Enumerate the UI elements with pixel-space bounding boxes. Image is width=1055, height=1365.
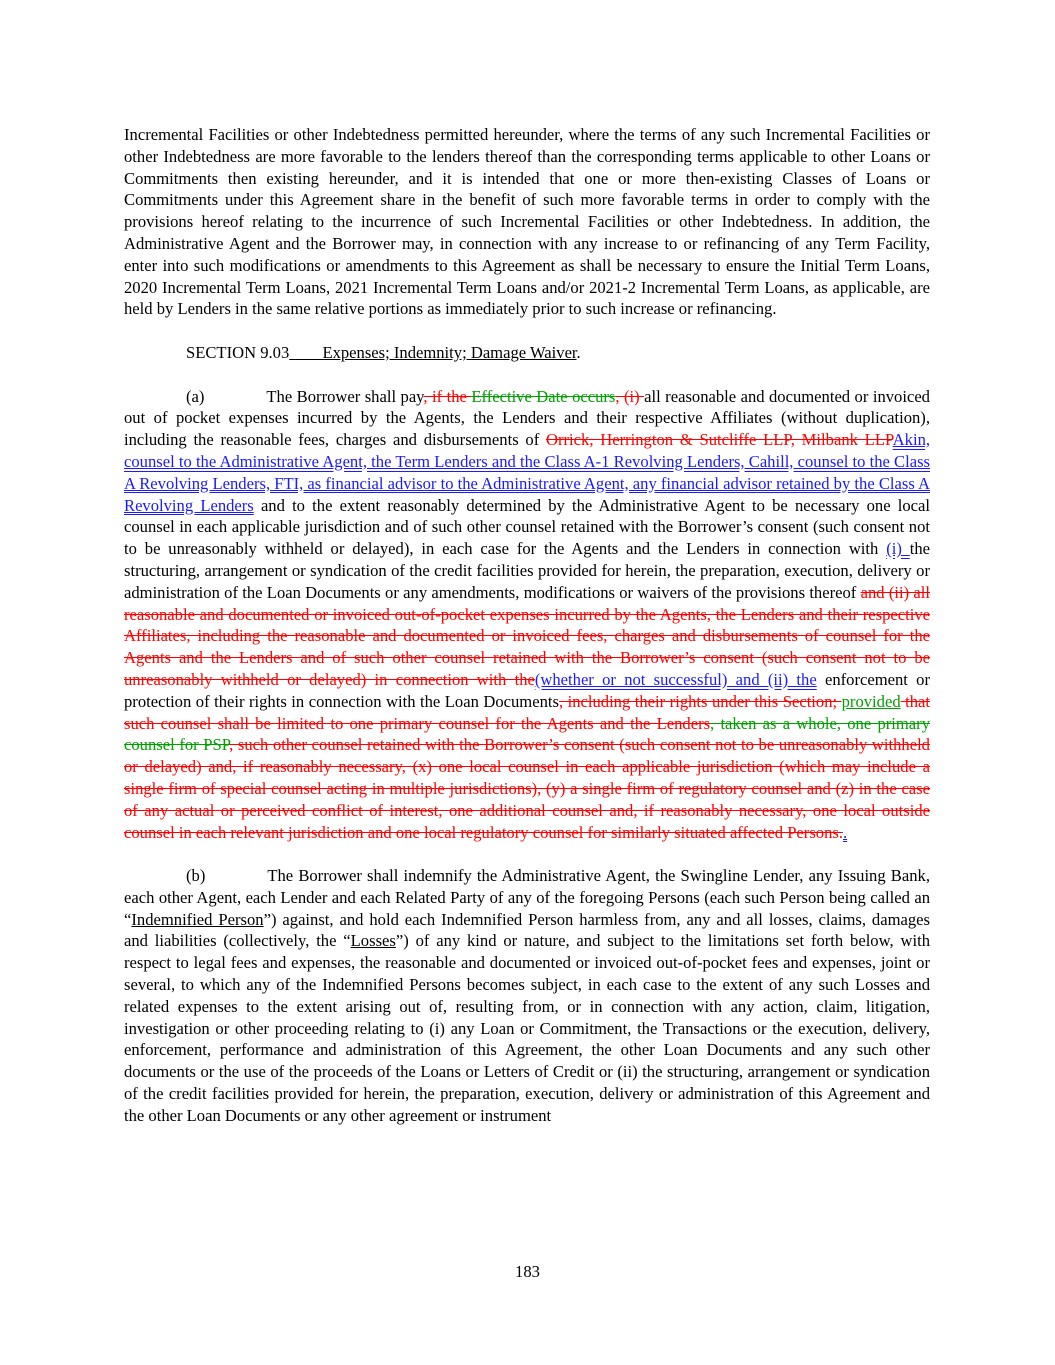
insertion: . bbox=[842, 822, 848, 842]
deletion: , if the bbox=[423, 386, 472, 406]
deletion: , taken as a whole, one primary counsel for PSP bbox=[124, 713, 930, 755]
defined-term: Losses bbox=[350, 931, 396, 951]
deletion: Orrick, Herrington & Sutcliffe LLP, Milbank LLP bbox=[546, 430, 893, 450]
deletion: and (ii) all reasonable and documented or invoiced out-of-pocket expenses incurred by the Agents, the Lenders and their respective Affiliates, including the reasonable and documented or invoiced fees, charges and disbursements of counsel for the Agents and the Lenders and of such other counsel retained with the Borrower’s consent (such consent not to be unreasonably withheld or delayed) in connection with the bbox=[124, 582, 930, 689]
insertion: (whether or not successful) and (ii) the bbox=[534, 669, 817, 689]
paragraph-b: (b) The Borrower shall indemnify the Administrative Agent, the Swingline Lender, any Issuing Bank, each other Agent, each Lender and each Related Party of any of the foregoing Persons (each such Person being called an “Indemnified Person”) against, and hold each Indemnified Person harmless from, any and all losses, claims, damages and liabilities (collectively, the “Losses”) of any kind or nature, and subject to the limitations set forth below, with respect to legal fees and expenses, the reasonable and documented or invoiced out-of-pocket fees and expenses, joint or several, to which any of the Indemnified Persons becomes subject, in each case to the extent of any such Losses and related expenses to the extent arising out of, resulting from, or in connection with any action, claim, litigation, investigation or other proceeding relating to (i) any Loan or Commitment, the Transactions or the execution, delivery, enforcement, performance and administration of this Agreement, the other Loan Documents and any such other documents or the use of the proceeds of the Loans or Letters of Credit or (ii) the structuring, arrangement or syndication of the credit facilities provided for herein, the preparation, execution, delivery or administration of this Agreement and the other Loan Documents or any other agreement or instrument bbox=[124, 866, 930, 1125]
section-number: SECTION 9.03 bbox=[186, 342, 290, 362]
document-page bbox=[124, 124, 930, 1127]
insertion: provided bbox=[841, 691, 901, 711]
insertion: Akin, counsel to the Administrative Agent, the Term Lenders and the Class A-1 Revolving Lenders, Cahill, counsel to the Class A Revolving Lenders, FTI, as financial advisor to the Administrative Agent, any financial advisor retained by the Class A Revolving Lenders bbox=[124, 430, 931, 515]
paragraph-a-label: (a) bbox=[186, 386, 205, 406]
deletion: that such counsel shall be limited to one primary counsel for the Agents and the Lenders bbox=[124, 691, 931, 733]
defined-term: Indemnified Person bbox=[131, 909, 264, 929]
section-heading: SECTION 9.03 Expenses; Indemnity; Damage Waiver. bbox=[186, 342, 581, 362]
page-number: 183 bbox=[515, 1262, 540, 1281]
section-tab bbox=[289, 343, 322, 362]
paragraph-b-label: (b) bbox=[186, 866, 206, 886]
paragraph-continuation: Incremental Facilities or other Indebtedness permitted hereunder, where the terms of any such Incremental Facilities or other Indebtedness are more favorable to the lenders thereof than the corresponding terms applicable to other Loans or Commitments then existing hereunder, and it is intended that one or more then-existing Classes of Loans or Commitments under this Agreement share in the benefit of such more favorable terms in order to comply with the provisions hereof relating to the incurrence of such Incremental Facilities or other Indebtedness. In addition, the Administrative Agent and the Borrower may, in connection with any increase to or refinancing of any Term Facility, enter into such modifications or amendments to this Agreement as shall be necessary to ensure the Initial Term Loans, 2020 Incremental Term Loans, 2021 Incremental Term Loans and/or 2021-2 Incremental Term Loans, as applicable, are held by Lenders in the same relative portions as immediately prior to such increase or refinancing. bbox=[124, 125, 930, 319]
section-title: Expenses; Indemnity; Damage Waiver bbox=[322, 342, 577, 362]
deletion: Effective Date occurs bbox=[471, 386, 616, 406]
paragraph-a: (a) The Borrower shall pay, if the Effective Date occurs, (i) all reasonable and documented or invoiced out of pocket expenses incurred by the Agents, the Lenders and their respective Affiliates (without duplication), including the reasonable fees, charges and disbursements of Orrick, Herrington & Sutcliffe LLP, Milbank LLPAkin, counsel to the Administrative Agent, the Term Lenders and the Class A-1 Revolving Lenders, Cahill, counsel to the Class A Revolving Lenders, FTI, as financial advisor to the Administrative Agent, any financial advisor retained by the Class A Revolving Lenders and to the extent reasonably determined by the Administrative Agent to be necessary one local counsel in each applicable jurisdiction and of such other counsel retained with the Borrower’s consent (such consent not to be unreasonably withheld or delayed), in each case for the Agents and the Lenders in connection with (i) the structuring, arrangement or syndication of the credit facilities provided for herein, the preparation, execution, delivery or administration of the Loan Documents or any amendments, modifications or waivers of the provisions thereof and (ii) all reasonable and documented or invoiced out-of-pocket expenses incurred by the Agents, the Lenders and their respective Affiliates, including the reasonable and documented or invoiced fees, charges and disbursements of counsel for the Agents and the Lenders and of such other counsel retained with the Borrower’s consent (such consent not to be unreasonably withheld or delayed) in connection with the(whether or not successful) and (ii) the enforcement or protection of their rights in connection with the Loan Documents, including their rights under this Section; provided that such counsel shall be limited to one primary counsel for the Agents and the Lenders, taken as a whole, one primary counsel for PSP, such other counsel retained with the Borrower’s consent (such consent not to be unreasonably withheld or delayed) and, if reasonably necessary, (x) one local counsel in each applicable jurisdiction (which may include a single firm of special counsel acting in multiple jurisdictions), (y) a single firm of regulatory counsel and (z) in the case of any actual or perceived conflict of interest, one additional counsel and, if reasonably necessary, one local outside counsel in each relevant jurisdiction and one local regulatory counsel for similarly situated affected Persons.. bbox=[124, 386, 931, 842]
deletion: , including their rights under this Section; bbox=[558, 691, 842, 711]
insertion: (i) bbox=[886, 539, 910, 559]
deletion: , such other counsel retained with the Borrower’s consent (such consent not to be unreasonably withheld or delayed) and, if reasonably necessary, (x) one local counsel in each applicable jurisdiction (which may include a single firm of special counsel acting in multiple jurisdictions), (y) a single firm of regulatory counsel and (z) in the case of any actual or perceived conflict of interest, one additional counsel and, if reasonably necessary, one local outside counsel in each relevant jurisdiction and one local regulatory counsel for similarly situated affected Persons. bbox=[124, 735, 930, 842]
deletion: , (i) bbox=[615, 386, 645, 406]
